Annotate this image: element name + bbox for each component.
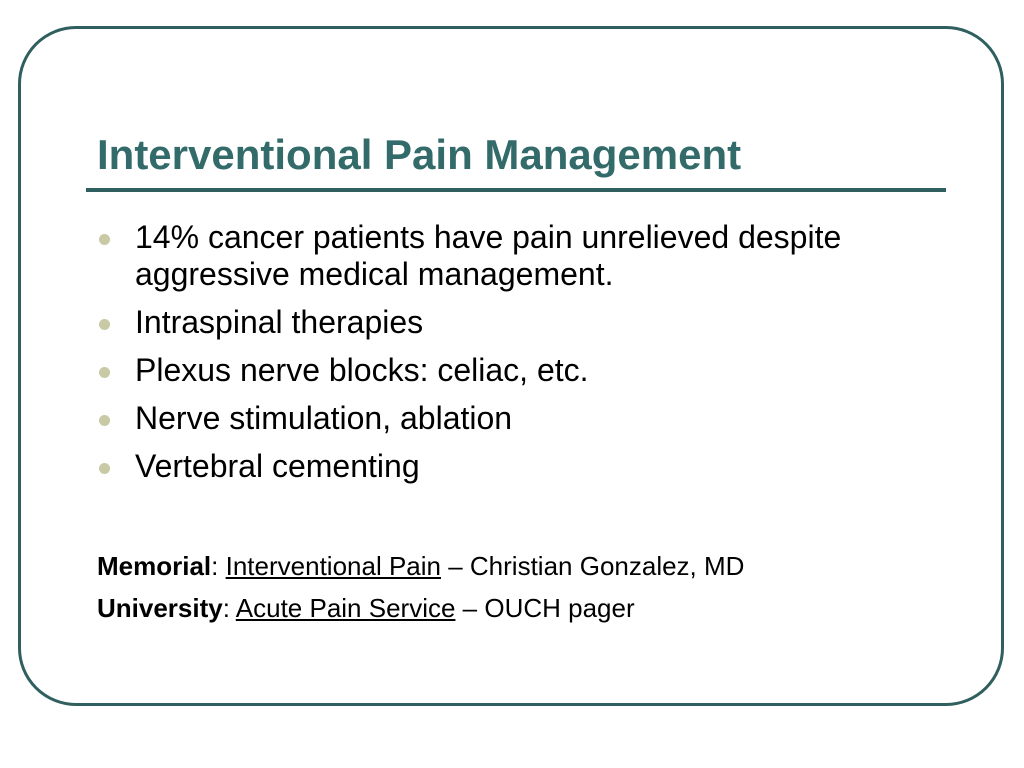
bullet-dot-icon bbox=[99, 463, 110, 474]
bullet-text: Vertebral cementing bbox=[135, 448, 420, 484]
title-underline bbox=[86, 188, 946, 192]
bullet-text: 14% cancer patients have pain unrelieved despite aggressive medical management. bbox=[135, 219, 842, 292]
contact-site-label: Memorial bbox=[97, 551, 212, 581]
bullet-dot-icon bbox=[99, 319, 110, 330]
bullet-text: Intraspinal therapies bbox=[135, 304, 424, 340]
bullet-dot-icon bbox=[99, 234, 110, 245]
contact-footer bbox=[97, 545, 744, 629]
bullet-text: Plexus nerve blocks: celiac, etc. bbox=[135, 352, 589, 388]
contact-site-label: University bbox=[97, 593, 223, 623]
contact-colon: : bbox=[222, 593, 230, 623]
contact-detail: – OUCH pager bbox=[455, 593, 635, 623]
bullet-list bbox=[97, 219, 917, 496]
bullet-dot-icon bbox=[99, 415, 110, 426]
bullet-item bbox=[97, 219, 917, 293]
bullet-text: Nerve stimulation, ablation bbox=[135, 400, 513, 436]
bullet-item bbox=[97, 352, 917, 389]
bullet-item bbox=[97, 448, 917, 485]
contact-colon: : bbox=[211, 551, 219, 581]
bullet-item bbox=[97, 400, 917, 437]
contact-line-memorial bbox=[97, 545, 744, 587]
bullet-dot-icon bbox=[99, 367, 110, 378]
contact-detail: – Christian Gonzalez, MD bbox=[441, 551, 745, 581]
bullet-item bbox=[97, 304, 917, 341]
interventional-pain-link[interactable]: Interventional Pain bbox=[225, 551, 441, 581]
contact-line-university bbox=[97, 587, 744, 629]
acute-pain-service-link[interactable]: Acute Pain Service bbox=[235, 593, 456, 623]
slide-title: Interventional Pain Management bbox=[97, 131, 742, 178]
